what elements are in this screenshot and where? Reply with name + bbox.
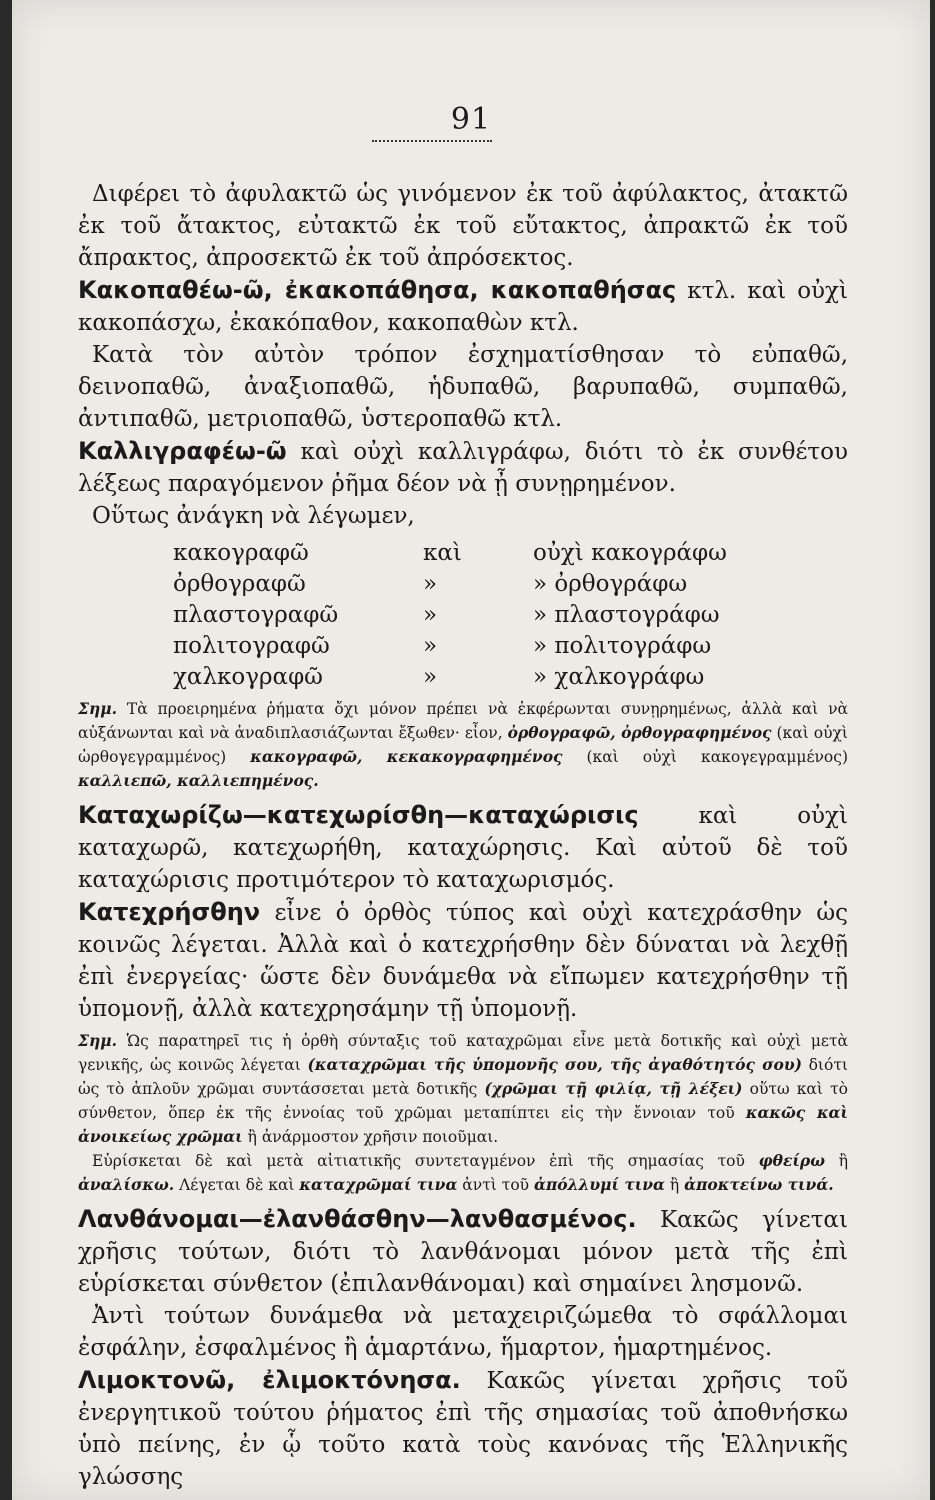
entry-text: Κακῶς γίνεται χρῆσις τοῦ ἐνεργητικοῦ τούτου ῥήματος ἐπὶ τῆς σημασίας τοῦ ἀποθνήσκω ὑπὸ πείνης, ἐν ᾧ τοῦτο κατὰ τοὺς κανόνας τῆς Ἑλληνικῆς γλώσσης <box>78 1368 848 1490</box>
note-emph: (χρῶμαι τῇ φιλίᾳ, τῇ λέξει) <box>484 1079 743 1098</box>
note-text: ἀντὶ τοῦ <box>457 1176 535 1194</box>
table-cell-incorrect: » ὀρθογράφω <box>533 571 688 597</box>
entry-katechristhin <box>78 896 848 1025</box>
note-text: ἢ <box>665 1176 685 1194</box>
table-cell-mid: » <box>423 633 438 659</box>
table-cell-incorrect: » πολιτογράφω <box>533 633 712 659</box>
note-text: Εὑρίσκεται δὲ καὶ μετὰ αἰτιατικῆς συντεταγμένον ἐπὶ τῆς σημασίας τοῦ <box>92 1152 759 1170</box>
note-text: οὕτω καὶ τὸ σύνθετον, ὅπερ ἐκ τῆς ἐννοίας τοῦ χρῶμαι μεταπίπτει εἰς τὴν ἔννοιαν τοῦ <box>78 1080 848 1122</box>
table-row <box>78 662 848 693</box>
entry-text: Κακῶς γίνεται χρῆσις τούτων, διότι τὸ λανθάνομαι μόνον μετὰ τῆς ἐπὶ εὑρίσκεται σύνθετον (ἐπιλανθάνομαι) καὶ σημαίνει λησμονῶ. <box>78 1207 848 1297</box>
entry-kalligrafeo <box>78 435 848 500</box>
page-number-ornament <box>372 140 492 142</box>
note-text: διότι ὡς τὸ ἁπλοῦν χρῶμαι συντάσσεται μετὰ δοτικῆς <box>78 1056 848 1098</box>
note-emph: καταχρῶμαί τινα <box>299 1175 458 1194</box>
entry-katachorizo <box>78 799 848 896</box>
note-emph: φθείρω <box>758 1151 825 1170</box>
verb-table <box>78 538 848 693</box>
note-label: Σημ. <box>78 699 117 718</box>
entry-heading: Καλλιγραφέω-ῶ <box>78 437 287 465</box>
table-row <box>78 631 848 662</box>
table-cell-mid: καὶ <box>423 540 462 566</box>
note-text: Τὰ προειρημένα ῥήματα ὄχι μόνον πρέπει νὰ ἐκφέρωνται συνῃρημένως, ἀλλὰ καὶ νὰ αὐξάνωνται καὶ νὰ ἀναδιπλασιάζωνται ἔξωθεν· εἶον, <box>78 700 848 742</box>
note-label: Σημ. <box>78 1031 117 1050</box>
paragraph-1: Διφέρει τὸ ἀφυλακτῶ ὡς γινόμενον ἐκ τοῦ ἀφύλακτος, ἀτακτῶ ἐκ τοῦ ἄτακτος, εὐτακτῶ ἐκ τοῦ εὔτακτος, ἀπρακτῶ ἐκ τοῦ ἄπρακτος, ἀπροσεκτῶ ἐκ τοῦ ἀπρόσεκτος. <box>78 181 848 271</box>
table-cell-mid: » <box>423 571 438 597</box>
table-cell-correct: ὀρθογραφῶ <box>173 571 306 597</box>
paragraph-3: Κατὰ τὸν αὐτὸν τρόπον ἐσχηματίσθησαν τὸ εὐπαθῶ, δεινοπαθῶ, ἀναξιοπαθῶ, ἡδυπαθῶ, βαρυπαθῶ, συμπαθῶ, ἀντιπαθῶ, μετριοπαθῶ, ὑστεροπαθῶ κτλ. <box>78 342 848 432</box>
entry-text: κτλ. καὶ οὐχὶ κακοπάσχω, ἐκακόπαθον, κακοπαθὼν κτλ. <box>78 278 848 336</box>
note-text: (καὶ οὐχὶ ὠρθογεγραμμένος) <box>78 724 849 766</box>
note-text: ἢ <box>825 1152 848 1170</box>
note-emph: ὀρθογραφῶ, ὀρθογραφημένος <box>507 723 772 742</box>
note-text: Λέγεται δὲ καὶ <box>174 1176 300 1194</box>
entry-kakopatheo <box>78 274 848 339</box>
book-page <box>12 0 930 1500</box>
note-2 <box>78 1029 848 1149</box>
page-content <box>78 178 848 1493</box>
table-cell-mid: » <box>423 602 438 628</box>
entry-limoktono <box>78 1364 848 1493</box>
note-emph: ἀναλίσκω. <box>78 1175 175 1194</box>
entry-text: καὶ οὐχὶ καλλιγράφω, διότι τὸ ἐκ συνθέτου λέξεως παραγόμενον ῥῆμα δέον νὰ ᾖ συνῃρημένον. <box>78 439 848 497</box>
table-cell-mid: » <box>423 664 438 690</box>
note-emph: ἀποκτείνω τινά. <box>684 1175 834 1194</box>
note-3 <box>78 1149 848 1197</box>
table-cell-correct: πλαστογραφῶ <box>173 602 339 628</box>
entry-heading: Λιμοκτονῶ, ἐλιμοκτόνησα. <box>78 1366 461 1394</box>
note-emph: κακογραφῶ, κεκακογραφημένος <box>250 747 563 766</box>
entry-heading: Καταχωρίζω—κατεχωρίσθη—καταχώρισις <box>78 801 639 829</box>
entry-heading: Λανθάνομαι—ἐλανθάσθην—λανθασμένος. <box>78 1205 637 1233</box>
entry-lanthanomai <box>78 1203 848 1300</box>
entry-heading: Κακοπαθέω-ῶ, ἐκακοπάθησα, κακοπαθήσας <box>78 276 677 304</box>
note-text: Ὡς παρατηρεῖ τις ἡ ὀρθὴ σύνταξις τοῦ καταχρῶμαι εἶνε μετὰ δοτικῆς καὶ οὐχὶ μετὰ γενικῆς, ὡς κοινῶς λέγεται <box>78 1032 848 1074</box>
page-number: 91 <box>450 102 492 137</box>
table-cell-correct: πολιτογραφῶ <box>173 633 330 659</box>
note-text: ἢ ἀνάρμοστον χρῆσιν ποιοῦμαι. <box>242 1128 499 1146</box>
note-emph: καλλιεπῶ, καλλιεπημένος. <box>78 771 319 790</box>
note-emph: κακῶς καὶ ἀνοικείως χρῶμαι <box>78 1103 848 1146</box>
table-cell-correct: χαλκογραφῶ <box>173 664 323 690</box>
table-row <box>78 600 848 631</box>
note-1 <box>78 697 848 793</box>
table-cell-incorrect: οὐχὶ κακογράφω <box>533 540 727 566</box>
entry-text: εἶνε ὁ ὀρθὸς τύπος καὶ οὐχὶ κατεχράσθην ὡς κοινῶς λέγεται. Ἀλλὰ καὶ ὁ κατεχρήσθην δὲν δύναται νὰ λεχθῇ ἐπὶ ἐνεργείας· ὥστε δὲν δυνάμεθα νὰ εἴπωμεν κατεχρήσθην τῇ ὑπομονῇ, ἀλλὰ κατεχρησάμην τῇ ὑπομονῇ. <box>78 900 848 1022</box>
table-cell-correct: κακογραφῶ <box>173 540 309 566</box>
table-row <box>78 538 848 569</box>
paragraph-5: Οὕτως ἀνάγκη νὰ λέγωμεν, <box>92 503 415 529</box>
table-cell-incorrect: » χαλκογράφω <box>533 664 705 690</box>
table-cell-incorrect: » πλαστογράφω <box>533 602 720 628</box>
note-text: (καὶ οὐχὶ κακογεγραμμένος) <box>562 748 848 766</box>
note-emph: ἀπόλλυμί τινα <box>534 1175 665 1194</box>
paragraph-9: Ἀντὶ τούτων δυνάμεθα νὰ μεταχειριζώμεθα τὸ σφάλλομαι ἐσφάλην, ἐσφαλμένος ἢ ἁμαρτάνω, ἥμαρτον, ἡμαρτημένος. <box>78 1303 848 1361</box>
entry-text: καὶ οὐχὶ καταχωρῶ, κατεχωρήθη, καταχώρησις. Καὶ αὐτοῦ δὲ τοῦ καταχώρισις προτιμότερον τὸ καταχωρισμός. <box>78 803 848 893</box>
note-emph: (καταχρῶμαι τῆς ὑπομονῆς σου, τῆς ἀγαθότητός σου) <box>307 1055 802 1074</box>
entry-heading: Κατεχρήσθην <box>78 898 261 926</box>
table-row <box>78 569 848 600</box>
